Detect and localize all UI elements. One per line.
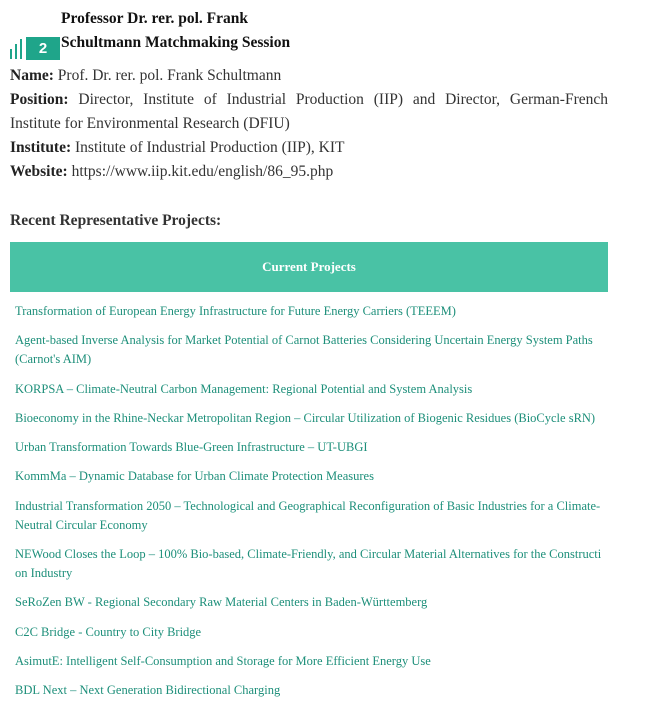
project-item[interactable]: Bioeconomy in the Rhine-Neckar Metropolitan Region – Circular Utilization of Biogenic Residues (BioCycle sRN): [15, 410, 596, 425]
bar-chart-icon: [10, 37, 24, 59]
project-item[interactable]: BDL Next – Next Generation Bidirectional Charging: [15, 683, 281, 698]
project-item[interactable]: NEWood Closes the Loop – 100% Bio-based, Climate-Friendly, and Circular Material Alternatives for the Construction Industry: [15, 547, 602, 581]
project-item[interactable]: SeRoZen BW - Regional Secondary Raw Material Centers in Baden-Württemberg: [15, 595, 428, 610]
session-title-line1: Professor Dr. rer. pol. Frank: [61, 10, 248, 27]
project-item[interactable]: KORPSA – Climate-Neutral Carbon Management: Regional Potential and System Analysis: [15, 381, 473, 396]
position-value: Director, Institute of Industrial Production (IIP) and Director, German-French Institute for Environmental Research (DFIU): [10, 91, 608, 132]
bar-2: [15, 44, 17, 59]
bar-3: [20, 39, 22, 59]
professor-info: [10, 64, 608, 184]
name-row: [10, 64, 608, 88]
institute-row: [10, 136, 608, 160]
institute-value: Institute of Industrial Production (IIP), KIT: [71, 139, 345, 156]
project-list: [15, 302, 607, 711]
website-row: [10, 160, 608, 184]
project-item[interactable]: C2C Bridge - Country to City Bridge: [15, 624, 202, 639]
bar-1: [10, 49, 12, 59]
project-item[interactable]: Agent-based Inverse Analysis for Market Potential of Carnot Batteries Considering Uncertain Energy System Paths (Carnot's AIM): [15, 333, 593, 367]
project-item[interactable]: Urban Transformation Towards Blue-Green Infrastructure – UT-UBGI: [15, 440, 368, 455]
section-title: Recent Representative Projects:: [10, 212, 222, 229]
website-label: Website:: [10, 163, 68, 180]
position-row: [10, 88, 608, 136]
project-item[interactable]: AsimutE: Intelligent Self-Consumption and Storage for More Efficient Energy Use: [15, 653, 431, 668]
project-item[interactable]: KommMa – Dynamic Database for Urban Climate Protection Measures: [15, 469, 374, 484]
session-title-line2: Schultmann Matchmaking Session: [61, 34, 291, 51]
project-item[interactable]: Industrial Transformation 2050 – Technological and Geographical Reconfiguration of Basic Industries for a Climate-Neutral Circular Economy: [15, 498, 601, 532]
session-number-badge: 2: [26, 37, 60, 60]
current-projects-header: Current Projects: [10, 242, 608, 292]
session-title: [61, 7, 381, 55]
website-value: https://www.iip.kit.edu/english/86_95.php: [67, 163, 334, 180]
name-value: Prof. Dr. rer. pol. Frank Schultmann: [53, 67, 282, 84]
project-item[interactable]: Transformation of European Energy Infrastructure for Future Energy Carriers (TEEEM): [15, 304, 456, 318]
position-label: Position:: [10, 91, 69, 108]
name-label: Name:: [10, 67, 54, 84]
institute-label: Institute:: [10, 139, 72, 156]
